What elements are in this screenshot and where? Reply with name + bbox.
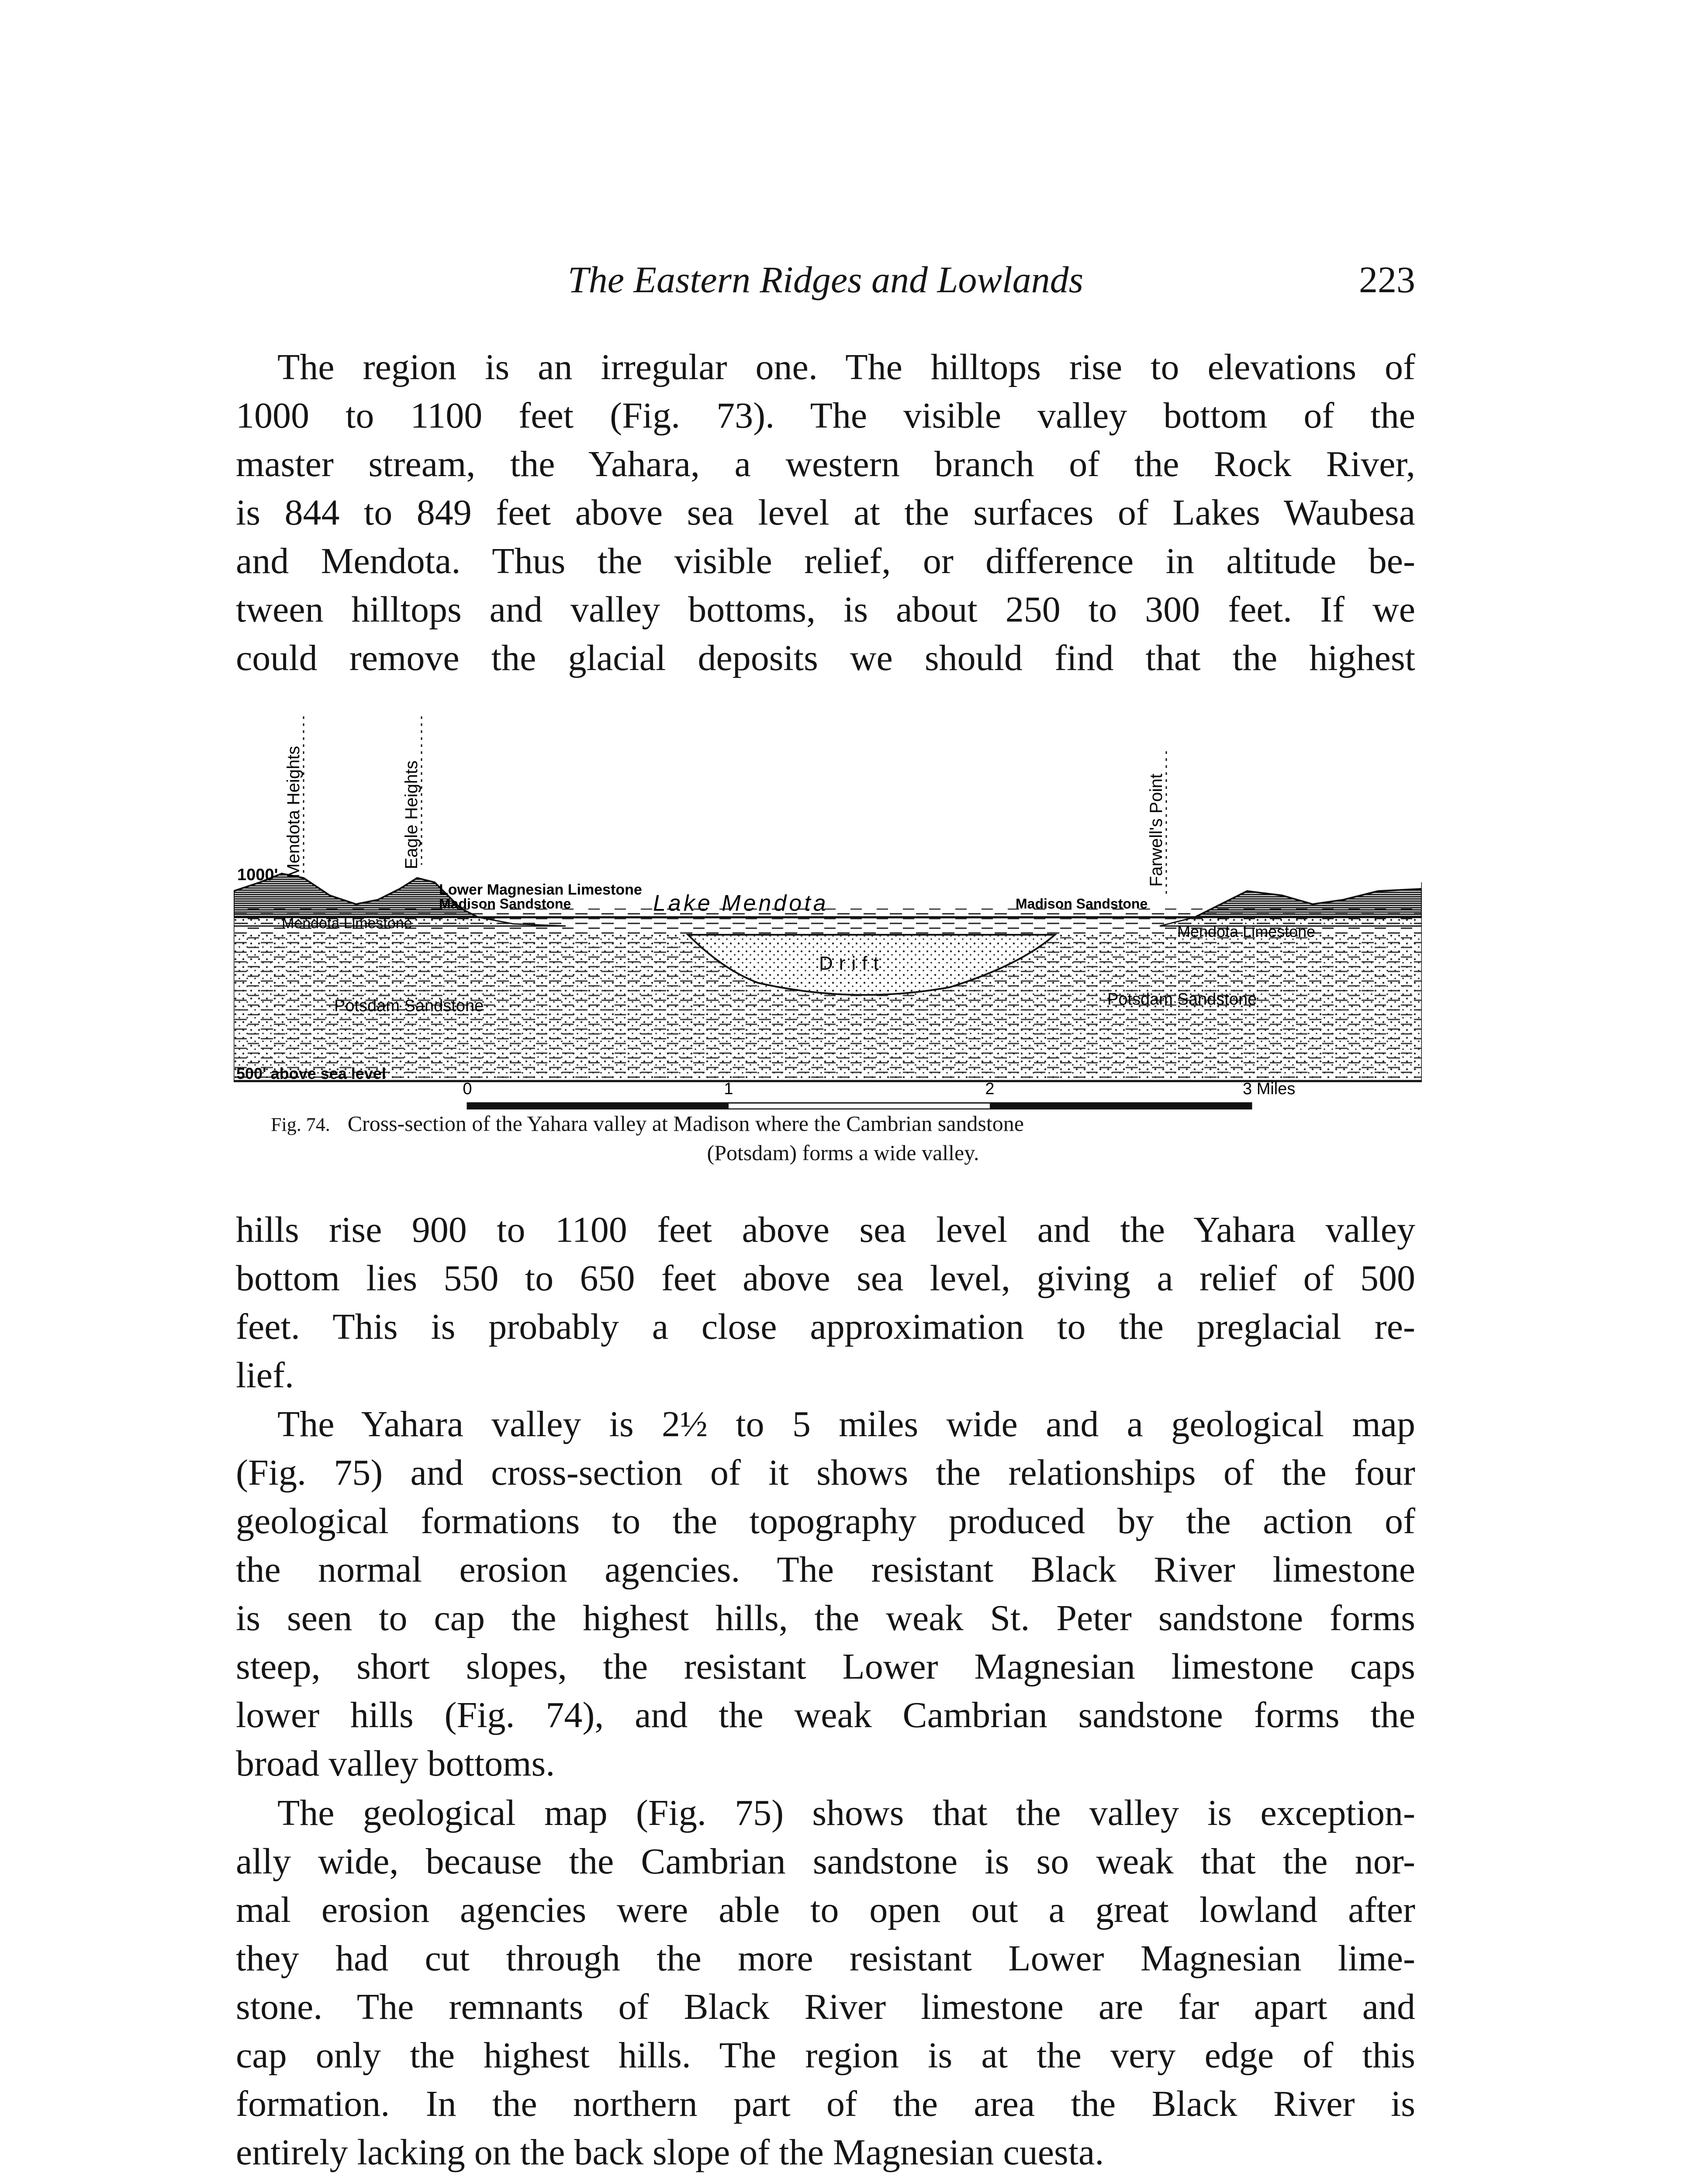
text-line: The region is an irregular one. The hilltops rise to elevations of <box>277 347 1415 387</box>
running-head <box>236 256 1415 304</box>
label-farwells-point: Farwell's Point <box>1147 774 1166 887</box>
text-line: geological formations to the topography produced by the action of <box>236 1501 1415 1541</box>
text-line: bottom lies 550 to 650 feet above sea level, giving a relief of 500 <box>236 1258 1415 1299</box>
caption-line-2: (Potsdam) forms a wide valley. <box>707 1140 979 1165</box>
scale-tick-2: 2 <box>985 1080 995 1098</box>
label-lower-magnesian: Lower Magnesian Limestone <box>439 881 642 898</box>
paragraph-3 <box>236 1400 1415 1788</box>
label-mendota-limestone-left: Mendota Limestone <box>282 915 412 932</box>
text-line: ally wide, because the Cambrian sandstone is so weak that the nor- <box>236 1841 1415 1882</box>
text-line: master stream, the Yahara, a western branch of the Rock River, <box>236 444 1415 484</box>
cross-section-drawing <box>234 690 1422 1109</box>
figure-cross-section <box>234 690 1422 1109</box>
running-title: The Eastern Ridges and Lowlands <box>567 259 1084 301</box>
text-line: entirely lacking on the back slope of the Magnesian cuesta. <box>236 2132 1104 2173</box>
label-lake-mendota: Lake Mendota <box>653 891 829 916</box>
paragraph-1 <box>236 343 1415 682</box>
caption-line-1 <box>271 1109 1415 1139</box>
label-drift: Drift <box>819 953 885 974</box>
label-sea-level: 500' above sea level <box>236 1064 386 1082</box>
scale-tick-1: 1 <box>724 1080 733 1098</box>
figure-caption <box>271 1109 1415 1167</box>
text-line: is 844 to 849 feet above sea level at the surfaces of Lakes Waubesa <box>236 492 1415 533</box>
scale-tick-0: 0 <box>463 1080 472 1098</box>
text-line: feet. This is probably a close approximation to the preglacial re- <box>236 1306 1415 1347</box>
scale-tick-3: 3 Miles <box>1243 1080 1296 1098</box>
label-elevation-1000: 1000' <box>237 866 278 884</box>
scale-bar <box>463 1080 1295 1109</box>
label-potsdam-sandstone-left: Potsdam Sandstone <box>334 997 484 1015</box>
text-line: is seen to cap the highest hills, the weak St. Peter sandstone forms <box>236 1598 1415 1638</box>
right-hills-profile <box>1195 889 1422 917</box>
paragraph-2 <box>236 1206 1415 1400</box>
text-line: cap only the highest hills. The region is at the very edge of this <box>236 2035 1415 2076</box>
figure-label: Fig. 74. <box>271 1114 330 1135</box>
text-line: 1000 to 1100 feet (Fig. 73). The visible valley bottom of the <box>236 395 1415 436</box>
text-line: (Fig. 75) and cross-section of it shows the relationships of the four <box>236 1452 1415 1493</box>
caption-text-1: Cross-section of the Yahara valley at Madison where the Cambrian sandstone <box>347 1111 1024 1136</box>
label-mendota-heights: Mendota Heights <box>284 746 303 878</box>
paragraph-4 <box>236 1789 1415 2177</box>
text-line: The Yahara valley is 2½ to 5 miles wide and a geological map <box>277 1404 1415 1444</box>
text-line: formation. In the northern part of the area the Black River is <box>236 2084 1415 2124</box>
text-line: tween hilltops and valley bottoms, is about 250 to 300 feet. If we <box>236 589 1415 630</box>
text-line: The geological map (Fig. 75) shows that the valley is exception- <box>277 1793 1415 1833</box>
label-madison-sandstone-left: Madison Sandstone <box>439 896 571 912</box>
text-line: mal erosion agencies were able to open out a great lowland after <box>236 1890 1415 1930</box>
text-line: the normal erosion agencies. The resistant Black River limestone <box>236 1549 1415 1590</box>
page-number: 223 <box>1359 259 1415 301</box>
text-line: and Mendota. Thus the visible relief, or difference in altitude be- <box>236 541 1415 581</box>
text-line: lief. <box>236 1355 294 1396</box>
label-mendota-limestone-right: Mendota Limestone <box>1177 923 1316 940</box>
label-madison-sandstone-right: Madison Sandstone <box>1016 896 1148 912</box>
text-line: stone. The remnants of Black River limestone are far apart and <box>236 1987 1415 2027</box>
text-line: hills rise 900 to 1100 feet above sea level and the Yahara valley <box>236 1209 1415 1250</box>
text-line: steep, short slopes, the resistant Lower Magnesian limestone caps <box>236 1646 1415 1687</box>
text-line: could remove the glacial deposits we should find that the highest <box>236 638 1415 678</box>
text-line: broad valley bottoms. <box>236 1743 555 1784</box>
label-eagle-heights: Eagle Heights <box>402 760 421 869</box>
text-line: they had cut through the more resistant Lower Magnesian lime- <box>236 1938 1415 1979</box>
label-potsdam-sandstone-right: Potsdam Sandstone <box>1107 990 1257 1009</box>
text-line: lower hills (Fig. 74), and the weak Cambrian sandstone forms the <box>236 1695 1415 1735</box>
